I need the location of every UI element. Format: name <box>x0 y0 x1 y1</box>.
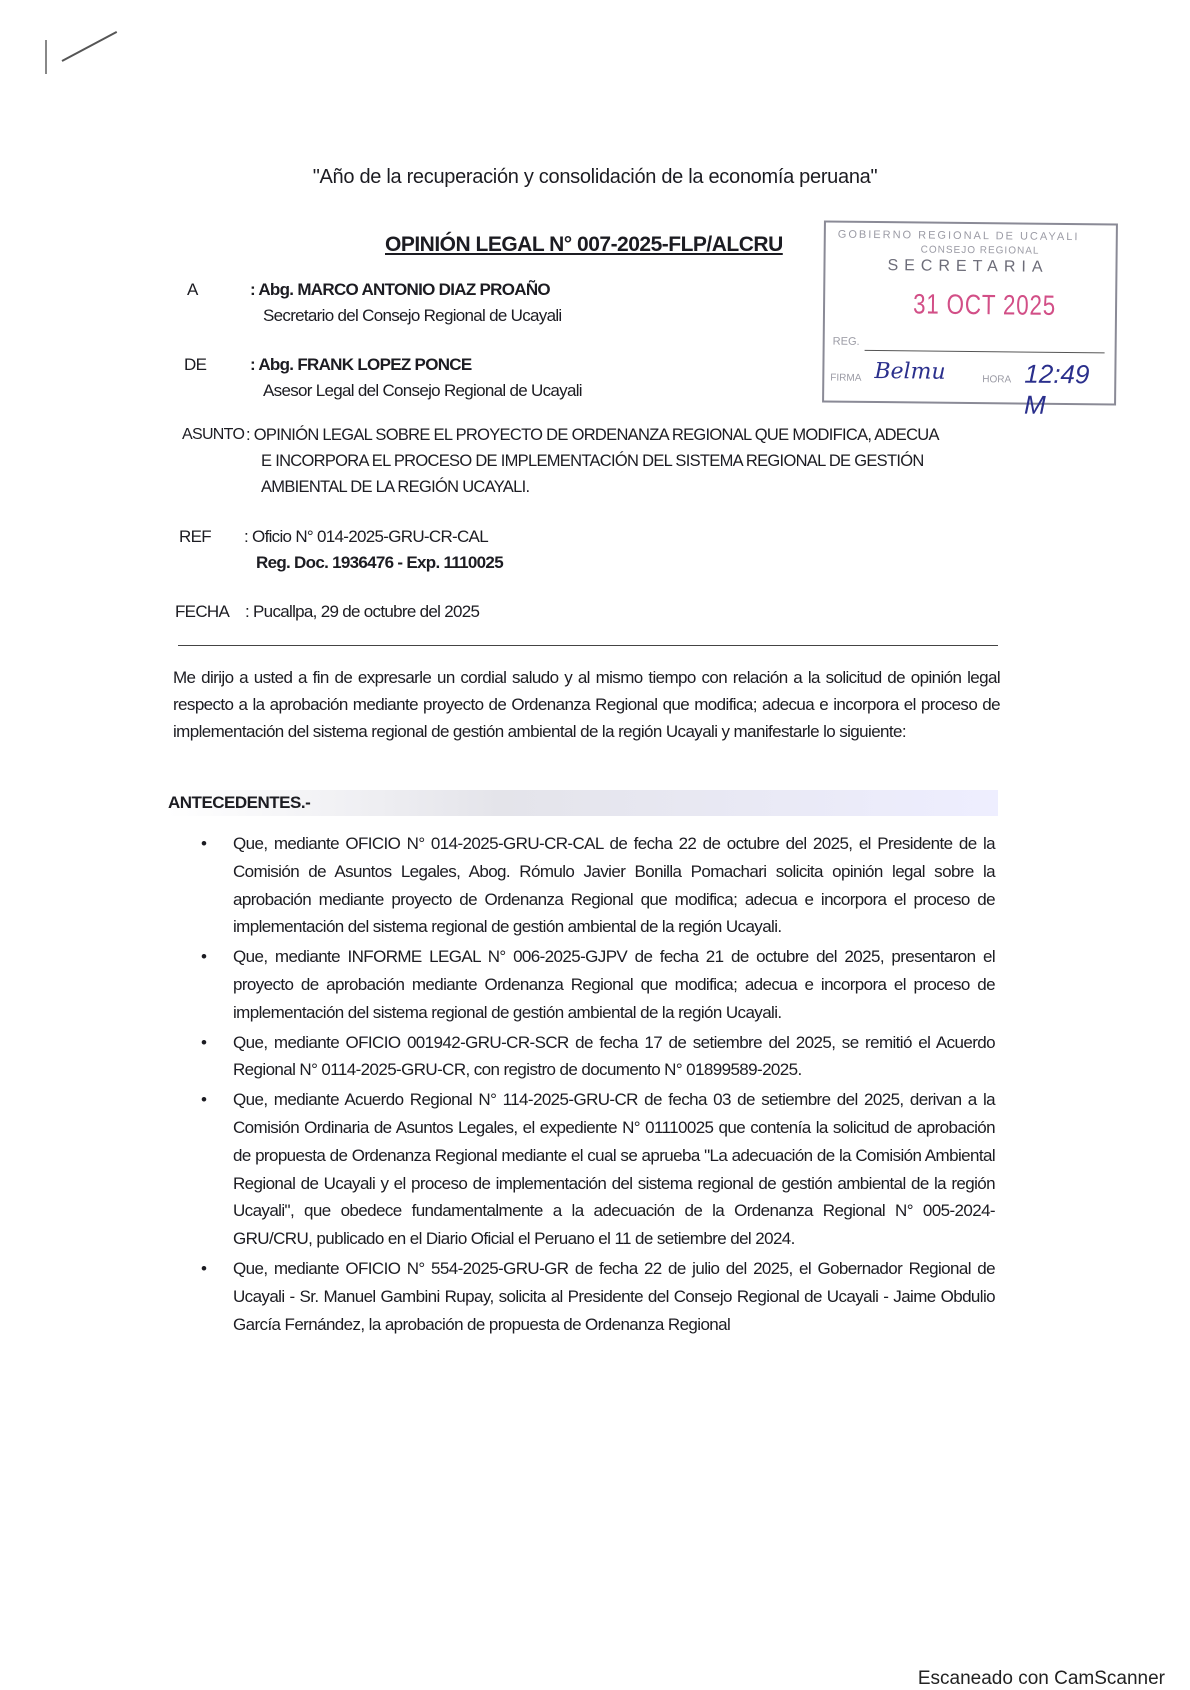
bullet-icon: • <box>201 1032 207 1052</box>
list-item <box>185 830 995 941</box>
stamp-org: GOBIERNO REGIONAL DE UCAYALI <box>837 228 1080 244</box>
stamp-council: CONSEJO REGIONAL <box>920 244 1040 257</box>
scanner-watermark: Escaneado con CamScanner <box>917 1668 1165 1689</box>
list-item <box>185 943 995 1026</box>
stamp-date: 31 OCT 2025 <box>912 288 1057 321</box>
stamp-firma-label: FIRMA <box>830 372 862 384</box>
subject-line: AMBIENTAL DE LA REGIÓN UCAYALI. <box>261 478 530 496</box>
list-item-text: Que, mediante OFICIO N° 014-2025-GRU-CR-CAL de fecha 22 de octubre del 2025, el Presidente de la Comisión de Asuntos Legales, Abog. Rómulo Javier Bonilla Pomachari solicita opinión legal sobre la aprobación mediante proyecto de Ordenanza Regional que modifica; adecua e incorpora el proceso de implementación del sistema regional de gestión ambiental de la región Ucayali. <box>233 834 995 937</box>
to-label: A <box>187 280 198 299</box>
reception-stamp <box>822 220 1118 420</box>
pen-mark <box>45 40 47 74</box>
to-role: Secretario del Consejo Regional de Ucayali <box>263 306 562 325</box>
list-item <box>185 1086 995 1253</box>
ref-line1: : Oficio N° 014-2025-GRU-CR-CAL <box>244 527 488 546</box>
bullet-icon: • <box>201 1258 207 1278</box>
stamp-reg-line <box>865 350 1105 354</box>
stamp-office: SECRETARIA <box>887 257 1049 276</box>
list-item <box>185 1255 995 1338</box>
ref-label: REF <box>179 527 211 546</box>
from-role: Asesor Legal del Consejo Regional de Ucayali <box>263 381 582 400</box>
date-label: FECHA <box>175 602 230 621</box>
handwritten-signature: Belmu <box>874 359 946 385</box>
from-label: DE <box>184 355 207 374</box>
intro-paragraph: Me dirijo a usted a fin de expresarle un cordial saludo y al mismo tiempo con relación a la solicitud de opinión legal respecto a la aprobación mediante proyecto de Ordenanza Regional que modifica; adecua e incorpora el proceso de implementación del sistema regional de gestión ambiental de la región Ucayali y manifestarle lo siguiente: <box>173 668 1000 741</box>
antecedents-list <box>185 830 995 1340</box>
subject-line: : OPINIÓN LEGAL SOBRE EL PROYECTO DE ORDENANZA REGIONAL QUE MODIFICA, ADECUA <box>246 426 939 444</box>
bullet-icon: • <box>201 1090 207 1110</box>
divider <box>178 645 998 646</box>
list-item-text: Que, mediante Acuerdo Regional N° 114-2025-GRU-CR de fecha 03 de setiembre del 2025, derivan a la Comisión Ordinaria de Asuntos Legales, el expediente N° 01110025 que contenía la solicitud de aprobación de propuesta de Ordenanza Regional mediante el cual se aprueba "La adecuación de la Comisión Ambiental Regional de Ucayali y el proceso de implementación del sistema regional de gestión ambiental de la región Ucayali", que obedece fundamentalmente a la adecuación de la Ordenanza Regional N° 005-2024-GRU/CRU, publicado en el Diario Oficial el Peruano el 11 de setiembre del 2024. <box>233 1090 995 1249</box>
stamp-reg-label: REG. <box>832 335 860 348</box>
stamp-time: 12:49 M <box>1023 358 1090 420</box>
list-item-text: Que, mediante OFICIO N° 554-2025-GRU-GR de fecha 22 de julio del 2025, el Gobernador Regional de Ucayali - Sr. Manuel Gambini Rupay, solicita al Presidente del Consejo Regional de Ucayali - Jaime Obdulio García Fernández, la aprobación de propuesta de Ordenanza Regional <box>233 1258 995 1334</box>
ref-line2: Reg. Doc. 1936476 - Exp. 1110025 <box>256 553 503 572</box>
bullet-icon: • <box>201 947 207 967</box>
year-motto: "Año de la recuperación y consolidación de la economía peruana" <box>312 166 878 188</box>
from-name: : Abg. FRANK LOPEZ PONCE <box>250 355 472 374</box>
date-value: : Pucallpa, 29 de octubre del 2025 <box>245 602 480 621</box>
stamp-hora-label: HORA <box>982 374 1012 386</box>
subject-line: E INCORPORA EL PROCESO DE IMPLEMENTACIÓN DEL SISTEMA REGIONAL DE GESTIÓN <box>261 452 924 470</box>
list-item-text: Que, mediante OFICIO 001942-GRU-CR-SCR de fecha 17 de setiembre del 2025, se remitió el Acuerdo Regional N° 0114-2025-GRU-CR, con registro de documento N° 01899589-2025. <box>233 1032 995 1080</box>
section-title-text: ANTECEDENTES.- <box>168 793 311 812</box>
document-title: OPINIÓN LEGAL N° 007-2025-FLP/ALCRU <box>385 233 783 256</box>
subject-label: ASUNTO <box>182 426 245 443</box>
bullet-icon: • <box>201 834 207 853</box>
to-name: : Abg. MARCO ANTONIO DIAZ PROAÑO <box>250 280 550 299</box>
pen-stroke <box>62 31 118 62</box>
list-item-text: Que, mediante INFORME LEGAL N° 006-2025-GJPV de fecha 21 de octubre del 2025, presentaron el proyecto de aprobación mediante Ordenanza Regional que modifica; adecua e incorpora el proceso de implementación del sistema regional de gestión ambiental de la región Ucayali. <box>233 947 995 1022</box>
section-title <box>168 790 998 816</box>
list-item <box>185 1029 995 1085</box>
